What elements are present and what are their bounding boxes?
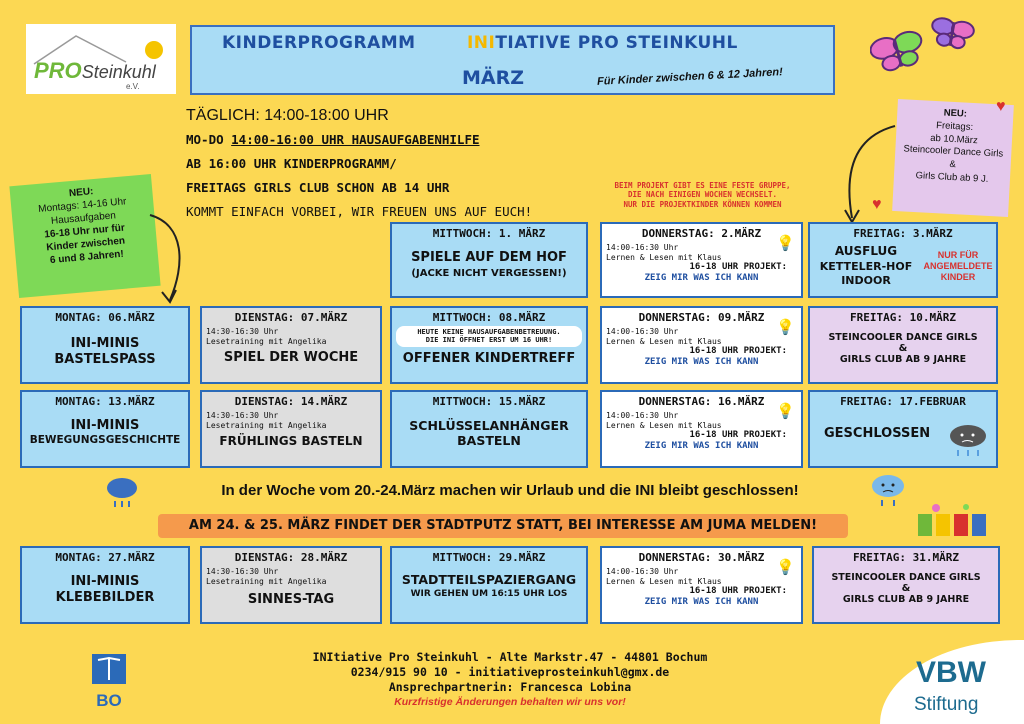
project-time: 16-18 UHR PROJEKT: [689,262,787,273]
day-label: MITTWOCH: 15.MÄRZ [432,395,546,408]
title-ini: INI [466,33,496,53]
cell-thu-16-mar [600,390,803,468]
event-title: INI-MINIS [70,418,140,433]
footer-contact [230,650,790,710]
event-subtitle: BEWEGUNGSGESCHICHTE [29,433,181,446]
cell-wed-29-mar [390,546,588,624]
cell-thu-30-mar [600,546,803,624]
note-left-l2: Hausaufgaben [50,210,117,227]
day-label: DONNERSTAG: 30.MÄRZ [638,551,765,564]
info-welcome: KOMMT EINFACH VORBEI, WIR FREUEN UNS AUF EUCH! [186,204,533,219]
red-note-l2: DIE NACH EINIGEN WOCHEN WECHSELT. [627,190,777,200]
day-label: FREITAG: 3.MÄRZ [853,227,953,240]
project-title: ZEIG MIR WAS ICH KANN [644,272,759,283]
project-title: ZEIG MIR WAS ICH KANN [644,440,759,451]
cell-thu-09-mar [600,306,803,384]
event-title: SPIEL DER WOCHE [223,350,359,366]
note-right-l4: & [949,159,957,171]
project-time: 16-18 UHR PROJEKT: [689,346,787,357]
info-girls-club: FREITAGS GIRLS CLUB SCHON AB 14 UHR [186,180,450,195]
restriction-note-3: KINDER [940,271,976,282]
cell-thu-02-mar [600,222,803,298]
day-label: MITTWOCH: 08.MÄRZ [432,311,546,324]
restriction-note-1: NUR FÜR [937,250,979,260]
reading-label: Lesetraining mit Angelika [206,420,327,430]
note-left-head: NEU: [68,186,94,200]
footer-phone-email: 0234/915 90 10 - initiativeprosteinkuhl@gmx.de [350,665,670,679]
note-right-l3: Steincooler Dance Girls [903,143,1004,161]
logo-pro: PRO [34,58,82,83]
city-cleanup-notice: AM 24. & 25. MÄRZ FINDET DER STADTPUTZ STATT, BEI INTERESSE AM JUMA MELDEN! [158,514,848,538]
reading-time: 14:30-16:30 Uhr [206,327,279,336]
age-note: Für Kinder zwischen 6 & 12 Jahren! [596,66,784,88]
event-title: STEINCOOLER DANCE GIRLS [828,332,978,343]
cell-mon-13-mar [20,390,190,468]
event-title-2: KETTELER-HOF [819,259,913,273]
arrow-down-right-icon [840,118,900,228]
event-title: INI-MINIS [70,574,140,589]
day-label: MONTAG: 13.MÄRZ [55,395,155,408]
cell-tue-14-mar [200,390,382,468]
cell-wed-08-mar [390,306,588,384]
opening-hours-info [186,104,532,224]
sad-cloud-icon-2 [868,472,908,508]
event-subtitle: BASTELSPASS [54,351,156,367]
book-icon [90,650,128,686]
day-label: MONTAG: 27.MÄRZ [55,551,155,564]
heart-icon: ♥ [996,98,1006,115]
lightbulb-icon: 💡 [776,559,795,576]
day-label: MITTWOCH: 1. MÄRZ [432,227,546,240]
day-label: DIENSTAG: 28.MÄRZ [234,551,348,564]
project-group-note [600,181,805,209]
heart-icon-2: ♥ [872,196,882,213]
title-pre: KINDERPROGRAMM [222,33,416,53]
reading-time: 14:30-16:30 Uhr [206,567,279,576]
footer-contact-person: Ansprechpartnerin: Francesca Lobina [388,680,632,694]
learn-label: Lernen & Lesen mit Klaus [606,252,722,262]
trash-bins-icon [916,502,996,540]
learn-label: Lernen & Lesen mit Klaus [606,420,722,430]
note-left-l3: 16-18 Uhr nur für [43,222,126,241]
restriction-note-2: ANGEMELDETE [923,260,993,271]
learn-time: 14:00-16:30 Uhr [606,243,679,252]
day-label: FREITAG: 17.FEBRUAR [840,395,966,408]
note-right-l1: Freitags: [935,119,974,133]
event-subtitle: WIR GEHEN UM 16:15 UHR LOS [410,589,568,599]
day-label: DIENSTAG: 14.MÄRZ [234,395,348,408]
learn-time: 14:00-16:30 Uhr [606,411,679,420]
arrow-down-left-icon [140,210,190,310]
info-daily: TÄGLICH: 14:00-18:00 UHR [186,107,389,124]
info-homework-days: MO-DO [186,132,232,147]
bo-label: BO [96,691,122,710]
title-post: TIATIVE PRO STEINKUHL [495,33,738,53]
learn-time: 14:00-16:30 Uhr [606,327,679,336]
day-label: MONTAG: 06.MÄRZ [55,311,155,324]
vbw-name: VBW [916,656,986,689]
cell-wed-01-mar [390,222,588,298]
cell-tue-07-mar [200,306,382,384]
day-label: FREITAG: 31.MÄRZ [853,551,959,564]
rain-cloud-icon [946,420,990,460]
closed-notice-1: HEUTE KEINE HAUSAUFGABENBETREUUNG. [417,328,561,336]
vbw-logo [880,640,1024,724]
project-time: 16-18 UHR PROJEKT: [689,430,787,441]
bo-logo [90,650,128,708]
reading-label: Lesetraining mit Angelika [206,336,327,346]
learn-time: 14:00-16:30 Uhr [606,567,679,576]
project-title: ZEIG MIR WAS ICH KANN [644,356,759,367]
closed-notice-2: DIE INI ÖFFNET ERST UM 16 UHR! [425,336,553,345]
red-note-l3: NUR DIE PROJEKTKINDER KÖNNEN KOMMEN [623,199,782,209]
red-note-l1: BEIM PROJEKT GIBT ES EINE FESTE GRUPPE, [614,181,791,190]
event-subtitle: GIRLS CLUB AB 9 JAHRE [842,594,970,605]
lightbulb-icon: 💡 [776,403,795,420]
event-subtitle: (JACKE NICHT VERGESSEN!) [411,267,567,279]
note-new-fridays [892,99,1014,217]
logo-ev: e.V. [126,82,140,91]
info-program: AB 16:00 UHR KINDERPROGRAMM/ [186,156,397,171]
day-label: DIENSTAG: 07.MÄRZ [234,311,348,324]
cell-fri-03-mar [808,222,998,298]
cell-fri-10-mar [808,306,998,384]
note-left-l4: Kinder zwischen [45,235,126,254]
day-label: DONNERSTAG: 09.MÄRZ [638,311,765,324]
cell-mon-27-mar [20,546,190,624]
note-new-mondays [9,174,160,298]
footer-disclaimer: Kurzfristige Änderungen behalten wir uns vor! [394,696,626,708]
note-left-l1: Montags: 14-16 Uhr [37,196,127,215]
lightbulb-icon: 💡 [776,319,795,336]
vacation-notice: In der Woche vom 20.-24.März machen wir Urlaub und die INI bleibt geschlossen! [221,482,799,499]
event-subtitle: BASTELN [457,433,521,448]
note-right-l5: Girls Club ab 9 J. [915,170,989,185]
event-amp: & [898,343,908,354]
day-label: MITTWOCH: 29.MÄRZ [432,551,546,564]
lightbulb-icon: 💡 [776,235,795,252]
event-title: SINNES-TAG [247,592,335,608]
info-homework [186,128,532,152]
event-title: GESCHLOSSEN [824,426,931,441]
page-title [222,33,738,53]
cell-fri-17 [808,390,998,468]
day-label: DONNERSTAG: 16.MÄRZ [638,395,765,408]
note-right-l2: ab 10.März [929,132,979,146]
info-homework-hours: 14:00-16:00 UHR HAUSAUFGABENHILFE [231,132,480,147]
footer-address: INItiative Pro Steinkuhl - Alte Markstr.47 - 44801 Bochum [312,650,708,664]
event-title-3: INDOOR [841,273,891,287]
day-label: DONNERSTAG: 2.MÄRZ [641,227,762,240]
cell-tue-28-mar [200,546,382,624]
learn-label: Lernen & Lesen mit Klaus [606,336,722,346]
page-title-box [190,25,835,95]
vbw-sub: Stiftung [914,694,979,715]
pro-steinkuhl-logo [26,24,176,94]
event-title: OFFENER KINDERTREFF [402,350,576,366]
cell-wed-15-mar [390,390,588,468]
reading-label: Lesetraining mit Angelika [206,576,327,586]
event-amp: & [901,583,911,594]
project-time: 16-18 UHR PROJEKT: [689,586,787,597]
month-title: MÄRZ [462,67,525,89]
event-title: INI-MINIS [70,336,140,351]
event-title: STADTTEILSPAZIERGANG [401,572,577,587]
project-title: ZEIG MIR WAS ICH KANN [644,596,759,607]
logo-steinkuhl: Steinkuhl [81,62,156,82]
reading-time: 14:30-16:30 Uhr [206,411,279,420]
note-right-head: NEU: [943,107,968,120]
butterflies-icon [870,8,980,88]
event-title: SPIELE AUF DEM HOF [411,250,567,265]
event-subtitle: GIRLS CLUB AB 9 JAHRE [839,354,967,365]
event-title: STEINCOOLER DANCE GIRLS [831,572,981,583]
event-title: SCHLÜSSELANHÄNGER [409,418,569,433]
cell-fri-31-mar [812,546,1000,624]
day-label: FREITAG: 10.MÄRZ [850,311,956,324]
note-left-l5: 6 und 8 Jahren! [49,248,125,267]
cell-mon-06-mar [20,306,190,384]
event-subtitle: KLEBEBILDER [55,589,155,605]
learn-label: Lernen & Lesen mit Klaus [606,576,722,586]
event-title: FRÜHLINGS BASTELN [219,434,363,449]
sad-cloud-icon [104,474,140,510]
event-title: AUSFLUG [834,244,898,258]
